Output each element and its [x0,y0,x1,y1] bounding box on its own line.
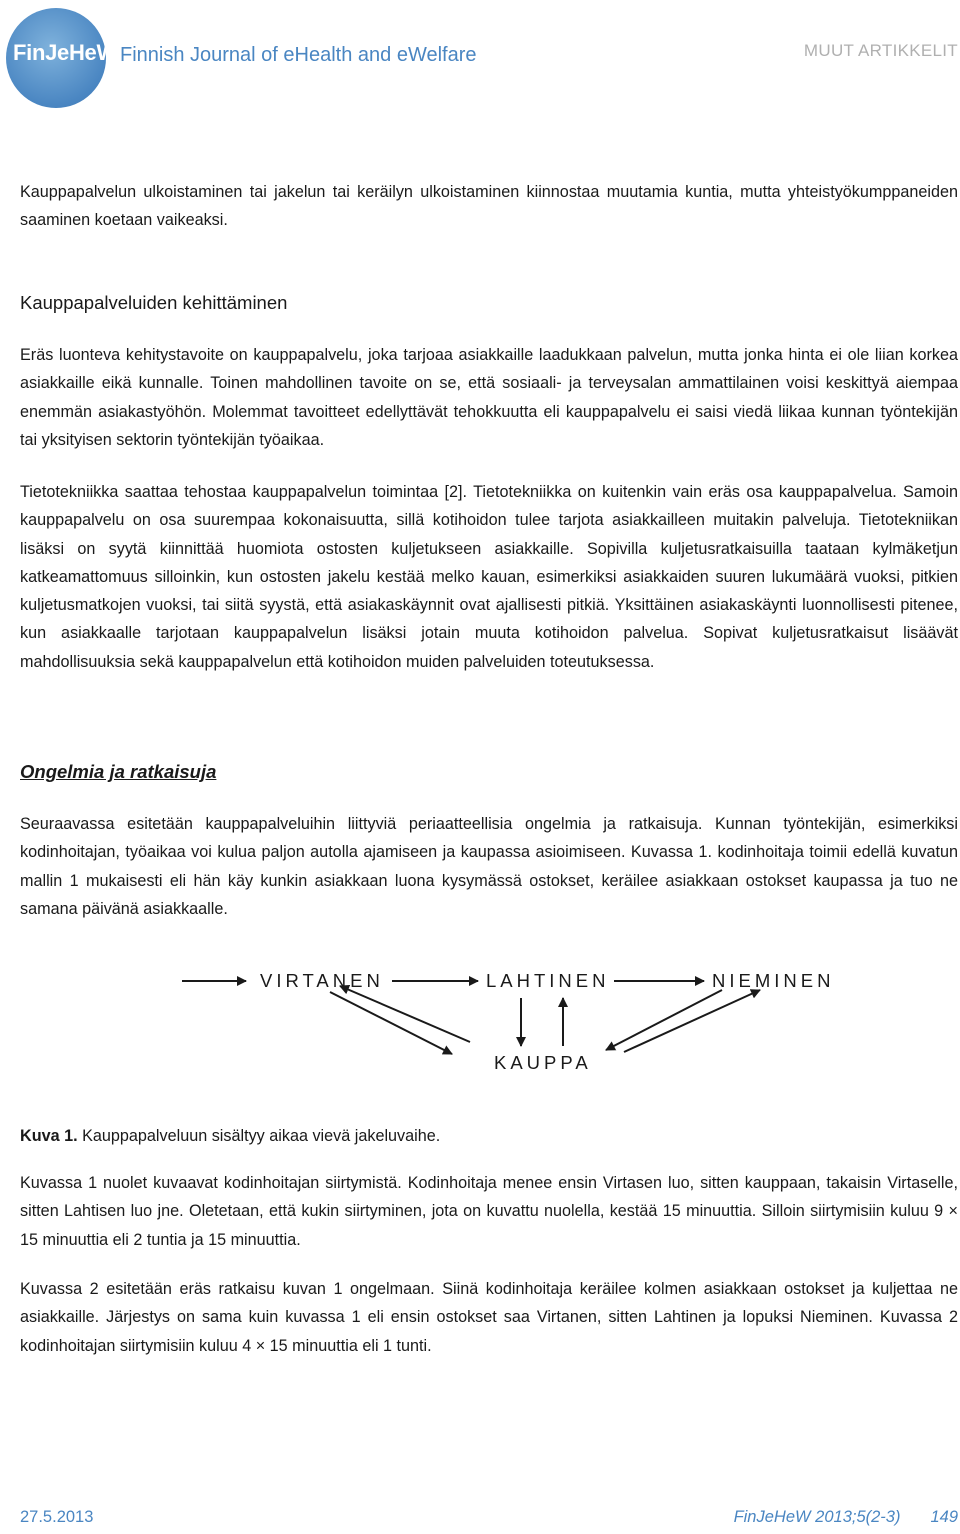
journal-title: Finnish Journal of eHealth and eWelfare [120,44,477,66]
node-virtanen: VIRTANEN [260,970,384,991]
paragraph-intro: Kauppapalvelun ulkoistaminen tai jakelun tai keräilyn ulkoistaminen kiinnostaa muutamia kuntia, mutta yhteistyökumppaneiden saaminen koetaan vaikeaksi. [20,183,958,230]
heading-problems: Ongelmia ja ratkaisuja [20,761,217,782]
paragraph-development-1: Eräs luonteva kehitystavoite on kauppapalvelu, joka tarjoaa asiakkaille laadukkaan palvelun, mutta jonka hinta ei ole liian korkea asiakkaille eikä kunnalle. Toinen mahdollinen tavoite on se, että sosiaali- ja terveysalan ammattilainen voisi keskittyä aiempaa enemmän asiakastyöhön. Molemmat tavoitteet edellyttävät tehokkuutta eli kauppapalvelu ei saisi viedä liikaa kunnan työntekijän tai yksityisen sektorin työntekijän työaikaa. [20,346,958,449]
page-number: 149 [930,1508,958,1526]
footer-citation: FinJeHeW 2013;5(2-3) [733,1508,901,1526]
arrow-kauppa-virtanen [340,986,470,1042]
caption-text: Kauppapalveluun sisältyy aikaa vievä jakeluvaihe. [82,1127,441,1145]
logo-text: FinJeHeW [13,40,117,65]
paragraph-problems-2: Kuvassa 1 nuolet kuvaavat kodinhoitajan siirtymistä. Kodinhoitaja menee ensin Virtasen luo, sitten kauppaan, takaisin Virtaselle, sitten Lahtisen luo jne. Oletetaan, että kukin siirtyminen, jota on kuvattu nuolella, kestää 15 minuuttia. Silloin siirtymisiin kuluu 9 × 15 minuuttia eli 2 tuntia ja 15 minuuttia. [20,1174,958,1249]
node-nieminen: NIEMINEN [712,970,835,991]
page-header [0,0,960,110]
arrow-kauppa-nieminen [624,990,760,1052]
paragraph-problems-1: Seuraavassa esitetään kauppapalveluihin liittyviä periaatteellisia ongelmia ja ratkaisuja. Kunnan työntekijän, esimerkiksi kodinhoitajan, työaikaa voi kulua paljon autolla ajamiseen ja kaupassa asioimiseen. Kuvassa 1. kodinhoitaja toimii edellä kuvatun mallin 1 mukaisesti eli hän käy kunkin asiakkaan luona kysymässä ostokset, keräilee asiakkaan ostokset kaupassa ja tuo ne samana päivänä asiakkaalle. [20,815,958,918]
node-kauppa: KAUPPA [494,1052,592,1073]
footer-date: 27.5.2013 [20,1508,94,1526]
figure-1-diagram [0,960,960,1080]
paragraph-problems-3: Kuvassa 2 esitetään eräs ratkaisu kuvan 1 ongelmaan. Siinä kodinhoitaja keräilee kolmen asiakkaan ostokset ja kuljettaa ne asiakkaille. Järjestys on sama kuin kuvassa 1 eli ensin ostokset saa Virtanen, sitten Lahtinen ja lopuksi Nieminen. Kuvassa 2 kodinhoitajan siirtymisiin kuluu 4 × 15 minuuttia eli 1 tunti. [20,1280,958,1355]
caption-label: Kuva 1. [20,1127,78,1145]
arrow-virtanen-kauppa [330,992,452,1054]
figure-1-caption [20,1124,440,1148]
heading-development: Kauppapalveluiden kehittäminen [20,292,288,313]
arrow-nieminen-kauppa [606,990,722,1050]
section-label: MUUT ARTIKKELIT [803,41,958,60]
footer-citation-block [734,1508,958,1527]
paragraph-development-2: Tietotekniikka saattaa tehostaa kauppapalvelun toimintaa [2]. Tietotekniikka on kuitenkin vain eräs osa kauppapalvelua. Samoin kauppapalvelu on osa suurempaa kokonaisuutta, sillä kotihoidon tulee tarjota asiakkailleen muitakin palveluja. Tietotekniikan lisäksi on syytä kiinnittää huomiota ostosten kuljetukseen asiakkaille. Sopivilla kuljetusratkaisuilla taataan kylmäketjun katkeamattomuus silloinkin, kun ostosten jakelu kestää melko kauan, esimerkiksi asiakkaiden suuren lukumäärä vuoksi, pitkien kuljetusmatkojen vuoksi, tai siitä syystä, että asiakaskäynnit ovat ajallisesti pitkiä. Yksittäinen asiakaskäynti luonnollisesti pitenee, kun asiakkaalle tarjotaan kauppapalvelun lisäksi jotain muuta kotihoidon palvelua. Sopivat kuljetusratkaisut lisäävät mahdollisuuksia sekä kauppapalvelun että kotihoidon muiden palveluiden toteutuksessa. [20,483,958,671]
figure-1-svg [0,960,960,1080]
node-lahtinen: LAHTINEN [486,970,610,991]
